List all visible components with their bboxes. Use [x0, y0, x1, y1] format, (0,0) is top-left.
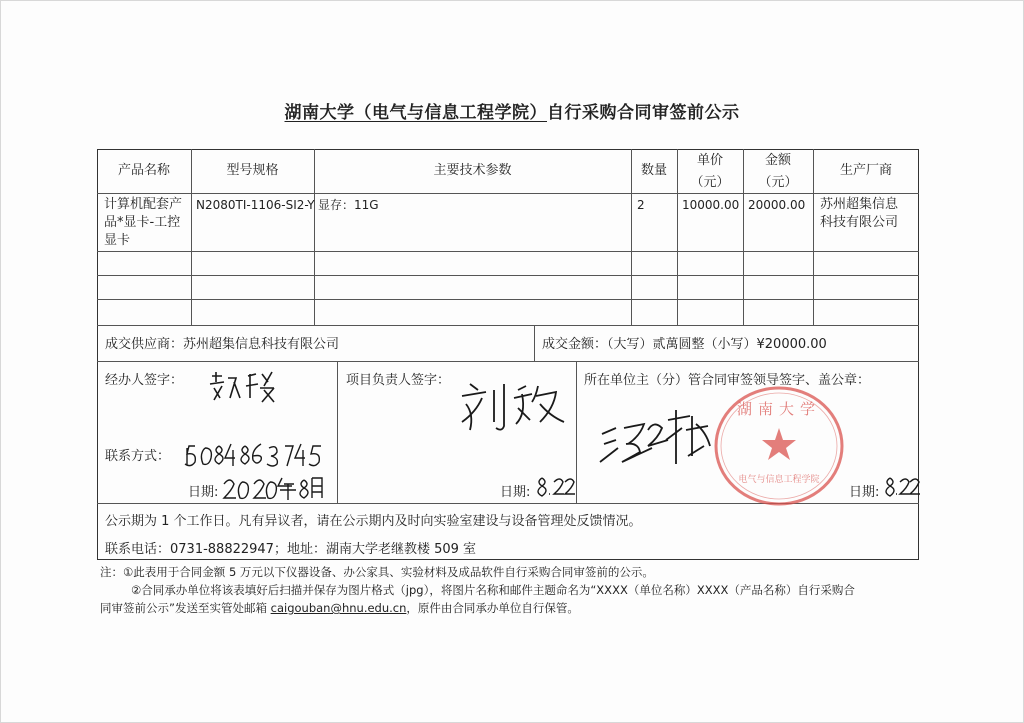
- header-unit-price: 单价: [696, 153, 723, 168]
- cell-product-name-2: 品*显卡-工控: [104, 215, 181, 230]
- project-lead-signature: [456, 378, 576, 436]
- contact-label: 联系方式：: [105, 449, 171, 464]
- cell-amount: 20000.00: [748, 198, 806, 212]
- cell-manufacturer-1: 苏州超集信息: [820, 197, 899, 212]
- unit-lead-date-handwritten: [882, 474, 922, 500]
- cell-unit-price: 10000.00: [682, 198, 740, 212]
- title-rest: 自行采购合同审签前公示: [547, 103, 740, 123]
- project-lead-signature-label: 项目负责人签字：: [346, 373, 451, 388]
- svg-text:湖南大学: 湖南大学: [736, 400, 822, 418]
- date-label-unit-lead: 日期:: [849, 485, 880, 500]
- cell-product-name-3: 显卡: [104, 233, 131, 248]
- row-line: [97, 325, 919, 326]
- note-2: ②合同承办单位将该表填好后扫描并保存为图片格式（jpg），将图片名称和邮件主题命名为“XXXX（单位名称）XXXX（产品名称）自行采购合: [131, 583, 855, 597]
- row-line: [97, 299, 919, 300]
- page-title: [0, 98, 1024, 123]
- cell-tech-params: 显存：11G: [318, 198, 379, 212]
- notice-period: 公示期为 1 个工作日。凡有异议者，请在公示期内及时向实验室建设与设备管理处反馈情况。: [105, 514, 642, 529]
- header-unit-price-unit: （元）: [690, 175, 730, 190]
- row-line: [97, 275, 919, 276]
- cell-model: N2080TI-1106-SI2-Y: [196, 198, 315, 212]
- date-label-handler: 日期:: [188, 485, 219, 500]
- handler-phone-handwritten: [183, 440, 333, 470]
- official-seal-icon: [712, 384, 846, 508]
- notice-contact: 联系电话：0731-88822947；地址：湖南大学老继教楼 509 室: [105, 542, 477, 557]
- unit-lead-signature: [596, 400, 720, 478]
- unit-lead-signature-label: 所在单位主（分）管合同审签领导签字、盖公章：: [584, 373, 871, 388]
- row-line: [97, 193, 919, 194]
- col-line: [576, 361, 577, 503]
- title-unit: 湖南大学（电气与信息工程学院）: [284, 103, 547, 123]
- handler-date-handwritten: [222, 474, 334, 502]
- note-3: [100, 599, 579, 618]
- header-model: 型号规格: [226, 163, 279, 178]
- project-lead-date-handwritten: [534, 474, 576, 500]
- note-3-start: 同审签前公示”发送至实管处邮箱: [100, 601, 271, 615]
- handler-signature: [206, 368, 286, 404]
- cell-quantity: 2: [637, 198, 645, 212]
- note-3-end: ，原件由合同承办单位自行保管。: [406, 601, 579, 615]
- header-product-name: 产品名称: [117, 163, 170, 178]
- cell-product-name-1: 计算机配套产: [104, 197, 183, 212]
- cell-manufacturer-2: 科技有限公司: [820, 215, 899, 230]
- svg-text:电气与信息工程学院: 电气与信息工程学院: [738, 475, 820, 485]
- handler-signature-label: 经办人签字：: [105, 373, 184, 388]
- row-line: [97, 361, 919, 362]
- col-line: [534, 325, 535, 361]
- deal-supplier: 成交供应商：苏州超集信息科技有限公司: [105, 337, 340, 352]
- header-manufacturer: 生产厂商: [839, 163, 892, 178]
- header-tech-params: 主要技术参数: [433, 163, 512, 178]
- date-label-project-lead: 日期:: [500, 485, 531, 500]
- deal-amount: 成交金额：（大写）贰萬圆整（小写）¥20000.00: [542, 337, 827, 352]
- header-quantity: 数量: [640, 163, 667, 178]
- col-line: [337, 361, 338, 503]
- header-amount: 金额: [764, 153, 791, 168]
- note-1: 注：①此表用于合同金额 5 万元以下仪器设备、办公家具、实验材料及成品软件自行采购合同审签前的公示。: [100, 565, 654, 579]
- row-line: [97, 251, 919, 252]
- email-link[interactable]: caigouban@hnu.edu.cn: [270, 601, 407, 615]
- header-amount-unit: （元）: [758, 175, 798, 190]
